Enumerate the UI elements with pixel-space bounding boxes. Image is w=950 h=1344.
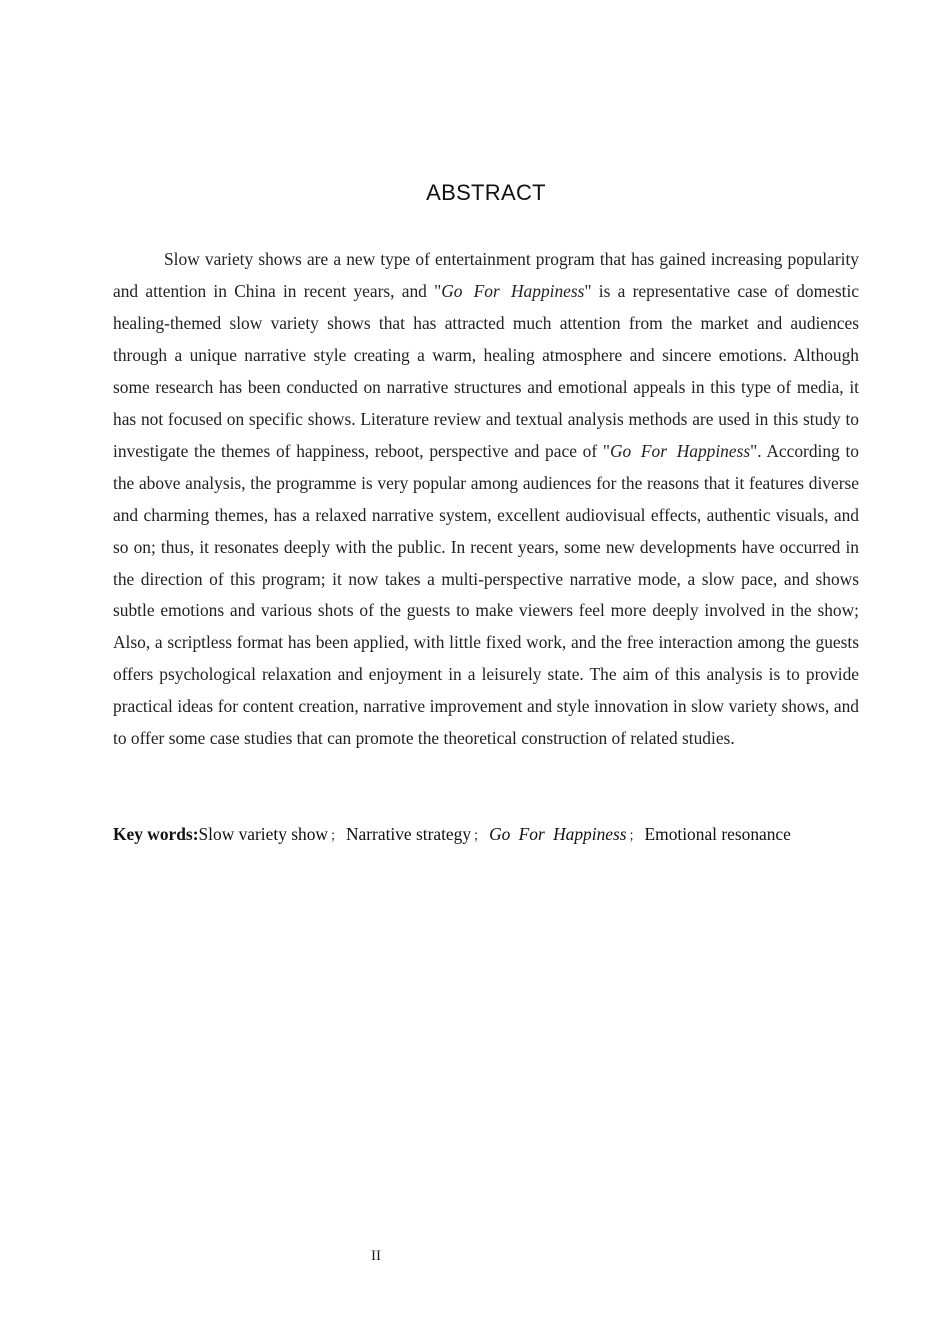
show-title-italic: Go For Happiness: [609, 440, 751, 461]
abstract-text-part-3: ". According to the above analysis, the programme is very popular among audiences for the reasons that it features diverse and charming themes, has a relaxed narrative system, excellent audiovisual effects, authentic visuals, and so on; thus, it resonates deeply with the public. In recent years, some new developments have occurred in the direction of this program; it now takes a multi-perspective narrative mode, a slow pace, and shows subtle emotions and various shots of the guests to make viewers feel more deeply involved in the show; Also, a scriptless format has been applied, with little fixed work, and the free interaction among the guests offers psychological relaxation and enjoyment in a leisurely state. The aim of this analysis is to provide practical ideas for content creation, narrative improvement and style innovation in slow variety shows, and to offer some case studies that can promote the theoretical construction of related studies.: [113, 440, 859, 749]
keyword-separator: ；: [473, 829, 487, 844]
page-number: II: [371, 1248, 381, 1264]
abstract-paragraph: [113, 244, 859, 755]
page-title: ABSTRACT: [426, 180, 546, 205]
keyword-item: Narrative strategy: [345, 824, 472, 844]
keywords-line: [113, 819, 859, 853]
keyword-item: Emotional resonance: [644, 824, 791, 844]
keyword-separator: ；: [329, 829, 343, 844]
keyword-separator: ；: [628, 829, 642, 844]
abstract-text-part-2: " is a representative case of domestic healing-themed slow variety shows that has attracted much attention from the market and audiences through a unique narrative style creating a warm, healing atmosphere and sincere emotions. Although some research has been conducted on narrative structures and emotional appeals in this type of media, it has not focused on specific shows. Literature review and textual analysis methods are used in this study to investigate the themes of happiness, reboot, perspective and pace of ": [113, 280, 860, 461]
show-title-italic: Go For Happiness: [441, 280, 585, 301]
keywords-label: Key words:: [113, 824, 199, 844]
abstract-text-part-1: Slow variety shows are a new type of entertainment program that has gained increasing popularity and attention in China in recent years, and ": [113, 249, 859, 301]
keyword-item: Slow variety show: [198, 824, 328, 844]
keyword-item: Go For Happiness: [489, 824, 627, 844]
